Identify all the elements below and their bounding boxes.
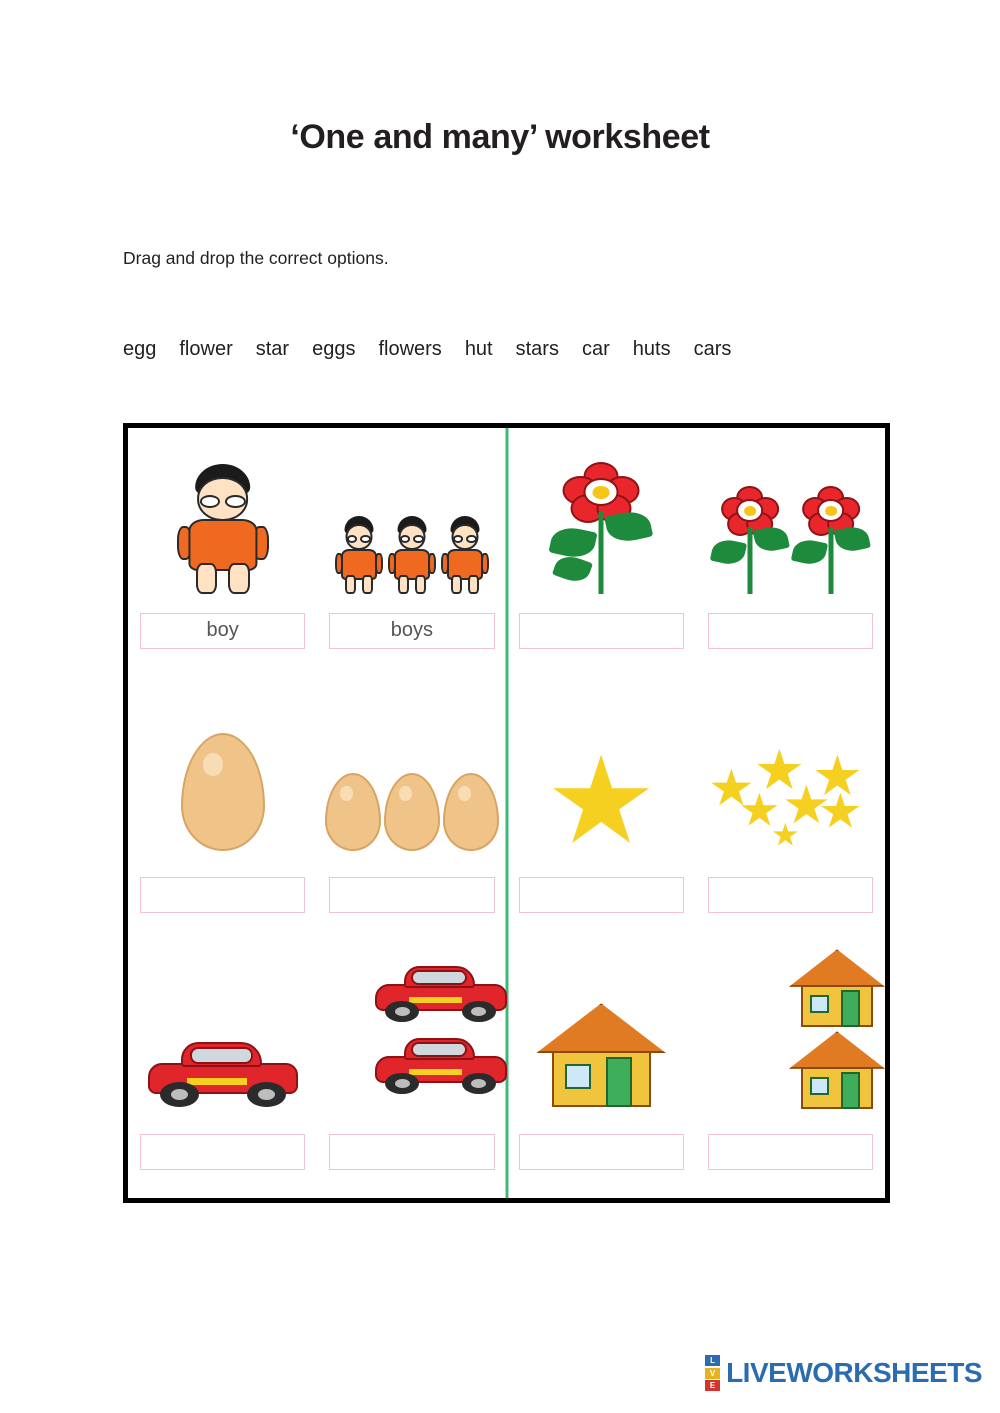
star-icon [710,769,752,809]
word-bank-item-hut[interactable]: hut [464,338,493,360]
instruction-text: Drag and drop the correct options. [123,248,389,268]
cell-one-car [128,941,317,1198]
cell-one-flower [507,428,696,685]
word-bank-item-flower[interactable]: flower [179,338,233,360]
answer-box-two-cars[interactable] [329,1134,494,1170]
word-bank-item-flowers[interactable]: flowers [378,338,442,360]
logo-letter-v: V [705,1368,720,1379]
flower-icon [792,486,870,594]
picture-one-car [128,947,317,1107]
word-bank-item-star[interactable]: star [255,338,290,360]
flower-icon [711,486,789,594]
logo-letter-e: E [705,1380,720,1391]
answer-box-one-car[interactable] [140,1134,305,1170]
picture-one-hut [507,947,696,1107]
boy-icon [440,516,490,594]
cell-many-stars [696,685,885,942]
answer-box-many-stars[interactable] [708,877,873,913]
logo-letter-l: L [705,1355,720,1366]
car-icon [148,1033,298,1107]
star-icon [820,793,860,831]
picture-two-cars [317,941,506,1111]
cell-two-flowers [696,428,885,685]
answer-box-one-hut[interactable] [519,1134,684,1170]
answer-box-three-boys[interactable]: boys [329,613,494,649]
cell-one-boy [128,428,317,685]
answer-box-two-huts[interactable] [708,1134,873,1170]
hut-icon [789,949,885,1027]
egg-icon [384,773,440,851]
hut-icon [536,1003,666,1107]
word-bank-item-eggs[interactable]: eggs [312,338,356,360]
boy-icon [175,464,271,594]
answer-box-three-eggs[interactable] [329,877,494,913]
star-icon [740,793,778,829]
worksheet-grid [123,423,890,1203]
word-bank-item-cars[interactable]: cars [693,338,732,360]
star-icon [756,749,802,793]
picture-many-stars [696,691,885,851]
hut-icon [789,1031,885,1109]
cell-three-eggs [317,685,506,942]
picture-one-star [507,691,696,851]
egg-icon [325,773,381,851]
boy-icon [387,516,437,594]
liveworksheets-logo[interactable] [705,1355,982,1391]
cell-one-hut [507,941,696,1198]
egg-icon [443,773,499,851]
page-title: ‘One and many’ worksheet [290,118,710,156]
picture-one-flower [507,434,696,594]
star-icon [784,785,828,827]
star-icon [551,755,651,851]
word-bank-item-huts[interactable]: huts [632,338,671,360]
answer-box-one-egg[interactable] [140,877,305,913]
stars-group [710,741,870,851]
picture-three-boys [317,434,506,594]
picture-one-boy [128,434,317,594]
answer-box-two-flowers[interactable] [708,613,873,649]
cell-two-huts [696,941,885,1198]
flower-icon [549,462,653,594]
picture-two-huts [696,941,885,1117]
car-icon [375,1030,507,1094]
picture-one-egg [128,691,317,851]
picture-three-eggs [317,691,506,851]
answer-box-one-boy[interactable]: boy [140,613,305,649]
word-bank-item-egg[interactable]: egg [123,338,157,360]
word-bank-item-stars[interactable]: stars [515,338,559,360]
star-icon [772,823,798,848]
answer-box-one-star[interactable] [519,877,684,913]
brand-name: LIVEWORKSHEETS [726,1357,982,1388]
cell-one-egg [128,685,317,942]
logo-squares [705,1355,720,1391]
egg-icon [181,733,265,851]
answer-box-one-flower[interactable] [519,613,684,649]
star-icon [814,755,860,799]
cell-one-star [507,685,696,942]
boy-icon [334,516,384,594]
word-bank-item-car[interactable]: car [581,338,610,360]
cell-two-cars [317,941,506,1198]
cell-three-boys [317,428,506,685]
picture-two-flowers [696,434,885,594]
car-icon [375,958,507,1022]
word-bank [123,338,913,361]
